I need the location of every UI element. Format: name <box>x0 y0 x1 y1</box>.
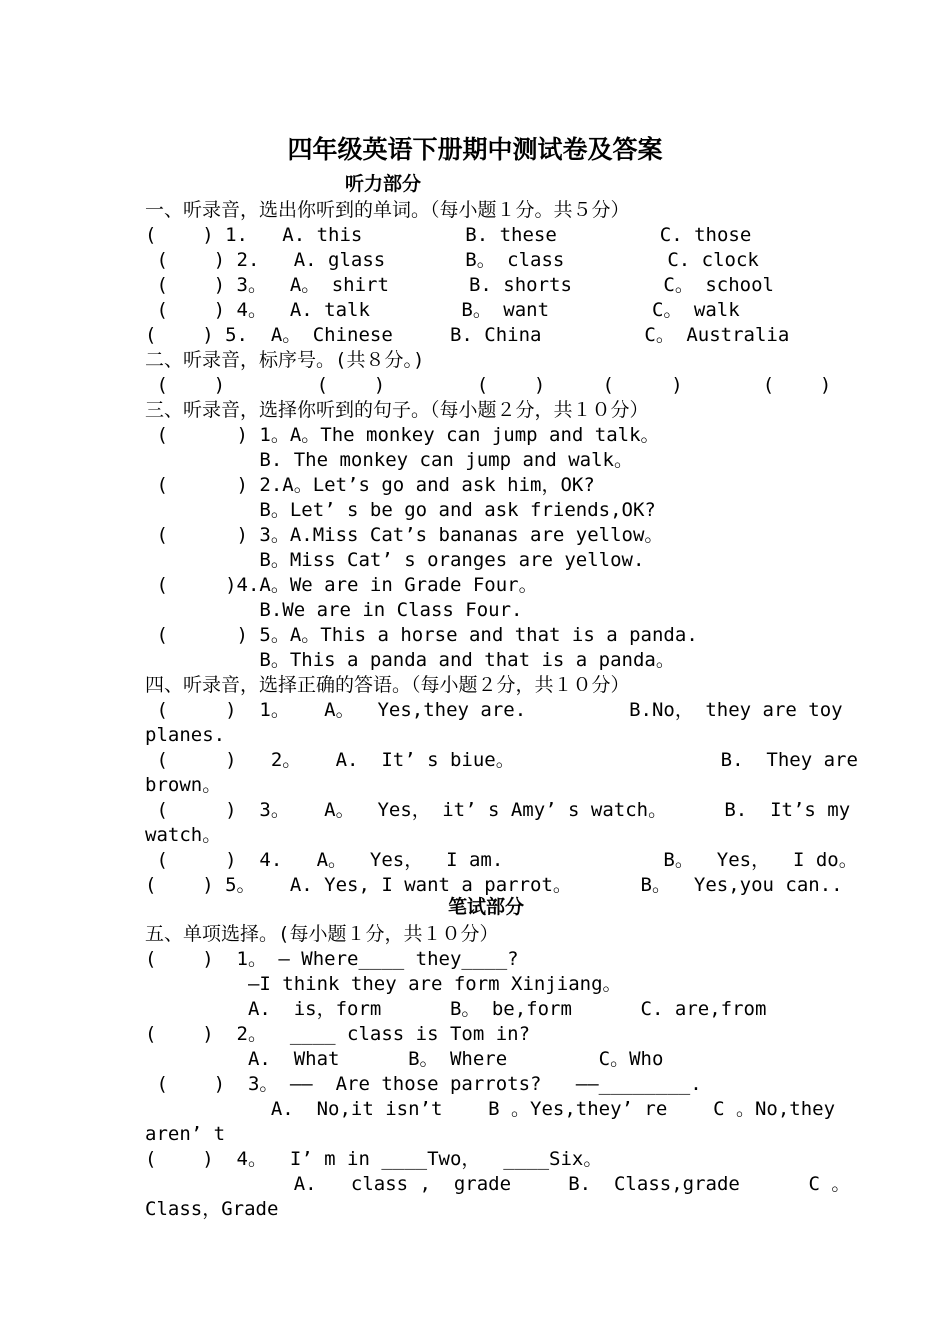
question-line: ( ) 2.A。Let’s go and ask him，OK? <box>145 474 595 496</box>
section-2-heading: 二、听录音，标序号。(共８分。) <box>145 349 425 371</box>
answer-blanks-row: ( ) ( ) ( ) ( ) ( ) <box>145 374 832 396</box>
question-line: ( ) 4。 I’ m in ____Two， ____Six。 <box>145 1148 603 1170</box>
question-line: —I think they are form Xinjiang。 <box>145 973 622 995</box>
question-line: A. What B。 Where C。Who <box>145 1048 664 1070</box>
section-5-heading: 五、单项选择。(每小题１分，共１０分） <box>145 923 499 945</box>
question-line: ( ) 3。 —— Are those parrots? ——________. <box>145 1073 702 1095</box>
question-line: ( ) 2。 A. It’ s biue。 B. They are <box>145 749 858 771</box>
question-line: ( ) 1。 — Where____ they____? <box>145 948 519 970</box>
writing-section-header: 笔试部分 <box>448 896 525 918</box>
question-line: ( ) 3。 A。 shirt B. shorts C。 school <box>145 274 774 296</box>
question-line: ( ) 2。 ____ class is Tom in? <box>145 1023 531 1045</box>
question-line: B。Miss Cat’ s oranges are yellow. <box>145 549 645 571</box>
question-line: B.We are in Class Four. <box>145 599 523 621</box>
question-line: ( ) 5。 A. Yes, I want a parrot。 B。 Yes,you can.. <box>145 874 843 896</box>
question-line: ( ) 1。A。The monkey can jump and talk。 <box>145 424 660 446</box>
question-line: A. is，form B。 be,form C. are,from <box>145 998 767 1020</box>
question-line: watch。 <box>145 824 222 846</box>
question-line: A. No,it isn’t B 。Yes,they’ re C 。No,they <box>145 1098 836 1120</box>
question-line: ( ) 2. A. glass B。 class C. clock <box>145 249 759 271</box>
section-4-heading: 四、听录音，选择正确的答语。（每小题２分，共１０分） <box>145 674 630 696</box>
question-line: B。This a panda and that is a panda。 <box>145 649 675 671</box>
question-line: ( ) 5。A。This a horse and that is a panda. <box>145 624 698 646</box>
exam-title: 四年级英语下册期中测试卷及答案 <box>287 135 663 164</box>
question-line: brown。 <box>145 774 222 796</box>
question-line: ( ) 3。 A。 Yes， it’ s Amy’ s watch。 B. It’s my <box>145 799 851 821</box>
listening-section-header: 听力部分 <box>345 173 422 195</box>
question-line: ( ) 5. A。 Chinese B. China C。 Australia <box>145 324 790 346</box>
question-line: ( ) 4。 A. talk B。 want C。 walk <box>145 299 740 321</box>
question-line: ( ) 4. A。 Yes， I am. B。 Yes， I do。 <box>145 849 858 871</box>
question-line: Class，Grade <box>145 1198 279 1220</box>
question-line: ( ) 3。A.Miss Cat’s bananas are yellow。 <box>145 524 664 546</box>
section-3-heading: 三、听录音，选择你听到的句子。（每小题２分，共１０分） <box>145 399 649 421</box>
question-line: ( ) 1。 A。 Yes,they are. B.No， they are toy <box>145 699 843 721</box>
question-line: B. The monkey can jump and walk。 <box>145 449 633 471</box>
section-1-heading: 一、听录音，选出你听到的单词。（每小题１分。共５分） <box>145 199 630 221</box>
question-line: ( ) 1. A. this B. these C. those <box>145 224 752 246</box>
question-line: A. class , grade B. Class,grade C 。 <box>145 1173 851 1195</box>
question-line: B。Let’ s be go and ask friends,OK? <box>145 499 656 521</box>
question-line: ( )4.A。We are in Grade Four。 <box>145 574 538 596</box>
question-line: planes. <box>145 724 226 746</box>
question-line: aren’ t <box>145 1123 226 1145</box>
